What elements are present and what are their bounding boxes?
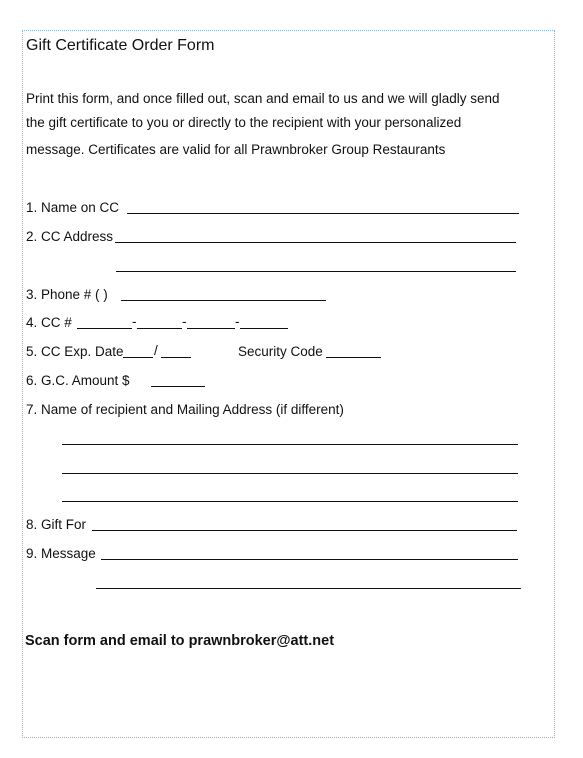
cc-number-label: 4. CC # — [26, 315, 72, 330]
cc-address-line-1[interactable] — [115, 242, 516, 243]
cc-separator-2: - — [182, 314, 187, 329]
phone-line[interactable] — [121, 300, 326, 301]
footer-instruction: Scan form and email to prawnbroker@att.net — [25, 633, 335, 649]
cc-separator-3: - — [235, 314, 240, 329]
cc-exp-month-line[interactable] — [123, 357, 153, 358]
cc-exp-year-line[interactable] — [161, 357, 191, 358]
cc-number-group-1[interactable] — [77, 328, 132, 329]
gift-for-label: 8. Gift For — [26, 517, 87, 532]
gc-amount-label: 6. G.C. Amount $ — [26, 373, 130, 388]
recipient-line-2[interactable] — [62, 473, 518, 474]
security-code-label: Security Code — [238, 344, 323, 359]
cc-address-line-2[interactable] — [116, 271, 516, 272]
recipient-label: 7. Name of recipient and Mailing Address (if different) — [26, 402, 344, 417]
phone-label: 3. Phone # ( ) — [26, 287, 108, 302]
intro-line-1: Print this form, and once filled out, scan and email to us and we will gladly send — [26, 91, 500, 106]
intro-line-2: the gift certificate to you or directly to the recipient with your personalized — [26, 115, 462, 130]
cc-exp-label: 5. CC Exp. Date — [26, 344, 124, 359]
gc-amount-line[interactable] — [151, 386, 205, 387]
form-title: Gift Certificate Order Form — [26, 37, 215, 54]
cc-address-label: 2. CC Address — [26, 229, 114, 244]
cc-number-group-3[interactable] — [187, 328, 235, 329]
gift-for-line[interactable] — [92, 530, 517, 531]
cc-separator-1: - — [132, 314, 137, 329]
name-on-cc-label: 1. Name on CC — [26, 200, 120, 215]
security-code-line[interactable] — [326, 357, 381, 358]
message-line-1[interactable] — [101, 559, 518, 560]
recipient-line-3[interactable] — [62, 501, 518, 502]
cc-number-group-2[interactable] — [137, 328, 182, 329]
intro-line-3: message. Certificates are valid for all Prawnbroker Group Restaurants — [26, 142, 446, 157]
name-on-cc-line[interactable] — [127, 213, 519, 214]
cc-exp-separator: / — [154, 343, 158, 358]
message-line-2[interactable] — [96, 588, 521, 589]
message-label: 9. Message — [26, 546, 96, 561]
cc-number-group-4[interactable] — [240, 328, 288, 329]
recipient-line-1[interactable] — [62, 444, 518, 445]
